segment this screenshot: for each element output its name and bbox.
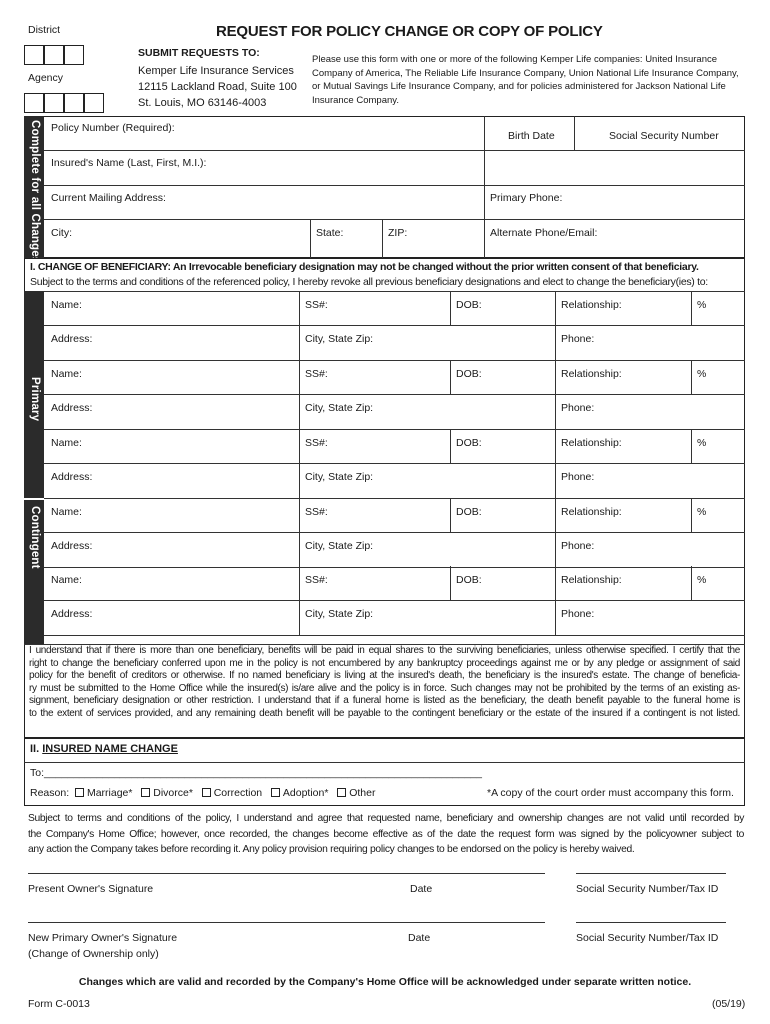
general-sidebar: Complete for all Changes xyxy=(24,116,44,258)
name-change-heading: II. INSURED NAME CHANGE xyxy=(30,743,178,755)
beneficiary-city-state-zip-field[interactable]: City, State Zip: xyxy=(305,540,374,552)
beneficiary-city-state-zip-field[interactable]: City, State Zip: xyxy=(305,471,374,483)
new-owner-signature-label: New Primary Owner's Signature xyxy=(28,932,178,944)
date-label-2: Date xyxy=(408,932,431,944)
beneficiary-phone-field[interactable]: Phone: xyxy=(561,333,595,345)
beneficiary-name-field[interactable]: Name: xyxy=(51,506,82,518)
new-owner-ssn-line[interactable] xyxy=(576,922,726,923)
form-title: REQUEST FOR POLICY CHANGE OR COPY OF POLICY xyxy=(216,23,603,40)
reason-other-checkbox[interactable]: Other xyxy=(337,787,375,799)
ownership-change-note: (Change of Ownership only) xyxy=(28,948,159,960)
beneficiary-name-field[interactable]: Name: xyxy=(51,574,82,586)
beneficiary-address-field[interactable]: Address: xyxy=(51,333,93,345)
beneficiary-name-field[interactable]: Name: xyxy=(51,437,82,449)
beneficiary-percent-field[interactable]: % xyxy=(697,574,707,586)
beneficiary-name-field[interactable]: Name: xyxy=(51,299,82,311)
beneficiary-ss-field[interactable]: SS#: xyxy=(305,368,328,380)
insured-name-field[interactable]: Insured's Name (Last, First, M.I.): xyxy=(51,157,207,169)
agency-label: Agency xyxy=(28,72,64,84)
reason-correction-checkbox[interactable]: Correction xyxy=(202,787,262,799)
ssn-label-1: Social Security Number/Tax ID xyxy=(576,883,719,895)
alt-phone-field[interactable]: Alternate Phone/Email: xyxy=(490,227,598,239)
owner-signature-label: Present Owner's Signature xyxy=(28,883,154,895)
mailing-address-field[interactable]: Current Mailing Address: xyxy=(51,192,166,204)
beneficiary-disclaimer: I understand that if there is more than one beneficiary, benefits will be paid in equal shares to the surviving beneficiaries, unless otherwise specified. I certify that the right to change the beneficiary conferred upon me in the policy is not encumbered by any bankruptcy proceedings against me or by any pledge or assignment of said policy for the benefit of creditors or otherwise. If no named beneficiary is living at the insured's death, the beneficiary is the insured's estate. The change of beneficia- ry must be submitted to the Home Office while the insured(s) is/are alive and the policy is in force. Such changes may not be prohibited by the terms of an existing as- signment, beneficiary designation or other restriction. I understand that if a funeral home is listed as the beneficiary, the death benefit payable to the funeral home is to the extent of services provided, and any remaining death benefit will be payable to the contingent beneficiary or the estate of the insured if a contingent is not listed. xyxy=(29,645,740,719)
name-change-to-field[interactable]: To:___________________________________________________________________________ xyxy=(30,767,482,779)
birth-date-field[interactable]: Birth Date xyxy=(508,130,555,142)
beneficiary-relationship-field[interactable]: Relationship: xyxy=(561,299,622,311)
beneficiary-heading: I. CHANGE OF BENEFICIARY: An Irrevocable beneficiary designation may not be changed without the prior written consent of that beneficiary. xyxy=(30,261,699,273)
primary-sidebar: Primary xyxy=(24,291,44,498)
beneficiary-dob-field[interactable]: DOB: xyxy=(456,437,482,449)
district-label: District xyxy=(28,24,61,36)
beneficiary-city-state-zip-field[interactable]: City, State Zip: xyxy=(305,608,374,620)
beneficiary-percent-field[interactable]: % xyxy=(697,506,707,518)
beneficiary-phone-field[interactable]: Phone: xyxy=(561,402,595,414)
zip-field[interactable]: ZIP: xyxy=(388,227,408,239)
beneficiary-name-field[interactable]: Name: xyxy=(51,368,82,380)
beneficiary-address-field[interactable]: Address: xyxy=(51,402,93,414)
beneficiary-city-state-zip-field[interactable]: City, State Zip: xyxy=(305,402,374,414)
beneficiary-address-field[interactable]: Address: xyxy=(51,471,93,483)
revision-date: (05/19) xyxy=(712,998,746,1010)
beneficiary-address-field[interactable]: Address: xyxy=(51,540,93,552)
reason-marriage-checkbox[interactable]: Marriage* xyxy=(75,787,133,799)
court-order-note: *A copy of the court order must accompany this form. xyxy=(487,787,734,799)
policy-number-field[interactable]: Policy Number (Required): xyxy=(51,122,175,134)
form-number: Form C-0013 xyxy=(28,998,90,1010)
city-field[interactable]: City: xyxy=(51,227,72,239)
beneficiary-percent-field[interactable]: % xyxy=(697,368,707,380)
beneficiary-ss-field[interactable]: SS#: xyxy=(305,574,328,586)
beneficiary-percent-field[interactable]: % xyxy=(697,437,707,449)
beneficiary-relationship-field[interactable]: Relationship: xyxy=(561,368,622,380)
beneficiary-ss-field[interactable]: SS#: xyxy=(305,506,328,518)
owner-signature-line[interactable] xyxy=(28,873,545,874)
contingent-sidebar: Contingent xyxy=(24,500,44,644)
beneficiary-address-field[interactable]: Address: xyxy=(51,608,93,620)
beneficiary-dob-field[interactable]: DOB: xyxy=(456,506,482,518)
beneficiary-dob-field[interactable]: DOB: xyxy=(456,299,482,311)
reason-divorce-checkbox[interactable]: Divorce* xyxy=(141,787,193,799)
reason-adoption-checkbox[interactable]: Adoption* xyxy=(271,787,329,799)
beneficiary-phone-field[interactable]: Phone: xyxy=(561,471,595,483)
submit-label: SUBMIT REQUESTS TO: xyxy=(138,47,260,59)
date-label-1: Date xyxy=(410,883,433,895)
beneficiary-ss-field[interactable]: SS#: xyxy=(305,299,328,311)
primary-phone-field[interactable]: Primary Phone: xyxy=(490,192,563,204)
beneficiary-subheading: Subject to the terms and conditions of the referenced policy, I hereby revoke all previous beneficiary designations and elect to change the beneficiary(ies) to: xyxy=(30,276,708,288)
beneficiary-dob-field[interactable]: DOB: xyxy=(456,574,482,586)
acknowledgement-notice: Changes which are valid and recorded by the Company's Home Office will be acknowledged under separate written notice. xyxy=(78,976,692,988)
beneficiary-city-state-zip-field[interactable]: City, State Zip: xyxy=(305,333,374,345)
reason-row: Reason: Marriage* Divorce* Correction Adoption* Other xyxy=(30,787,376,799)
beneficiary-phone-field[interactable]: Phone: xyxy=(561,608,595,620)
beneficiary-ss-field[interactable]: SS#: xyxy=(305,437,328,449)
beneficiary-phone-field[interactable]: Phone: xyxy=(561,540,595,552)
beneficiary-relationship-field[interactable]: Relationship: xyxy=(561,574,622,586)
mailing-address: Kemper Life Insurance Services 12115 Lackland Road, Suite 100 St. Louis, MO 63146-4003 xyxy=(138,65,297,109)
ssn-field[interactable]: Social Security Number xyxy=(609,130,719,142)
new-owner-signature-line[interactable] xyxy=(28,922,545,923)
ssn-label-2: Social Security Number/Tax ID xyxy=(576,932,719,944)
company-note: Please use this form with one or more of the following Kemper Life companies: United Insurance Company of America, The Reliable Life Insurance Company, Union National Life Insurance Company, or Mutual Savings Life Insurance Company, and for policies administered for Jackson National Life Insurance Company. xyxy=(312,54,739,106)
beneficiary-relationship-field[interactable]: Relationship: xyxy=(561,506,622,518)
beneficiary-percent-field[interactable]: % xyxy=(697,299,707,311)
beneficiary-dob-field[interactable]: DOB: xyxy=(456,368,482,380)
owner-ssn-line[interactable] xyxy=(576,873,726,874)
beneficiary-relationship-field[interactable]: Relationship: xyxy=(561,437,622,449)
state-field[interactable]: State: xyxy=(316,227,344,239)
terms-paragraph: Subject to terms and conditions of the policy, I understand and agree that requested name, beneficiary and ownership changes are not valid until recorded by the Company's Home Office; however, once recorded, the changes become effective as of the date the request form was signed by the policyowner subject to any action the Company takes before recording it. Any policy provision requiring policy changes to be endorsed on the policy is hereby waived. xyxy=(28,813,744,855)
